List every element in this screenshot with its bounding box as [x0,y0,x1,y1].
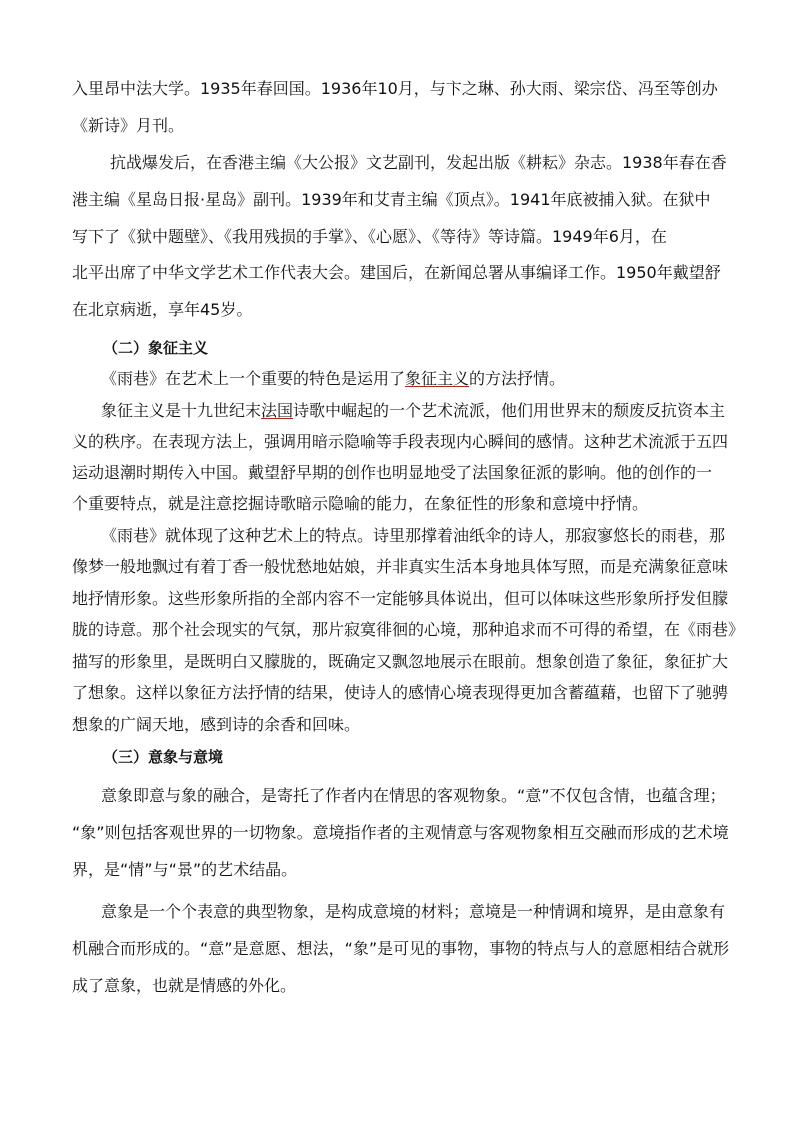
paragraph-line: 《新诗》月刊。 [72,116,185,135]
paragraph-line: “象”则包括客观世界的一切物象。意境指作者的主观情意与客观物象相互交融而形成的艺术境 [72,823,729,842]
paragraph-line: 了想象。这样以象征方法抒情的结果，使诗人的感情心境表现得更加含蓄蕴藉，也留下了驰骋 [72,683,729,702]
paragraph-line: 界，是“情”与“景”的艺术结晶。 [72,860,298,879]
paragraph-line: 入里昂中法大学。1935年春回国。1936年10月，与卞之琳、孙大雨、梁宗岱、冯至等创办 [72,79,718,98]
paragraph-line: 想象的广阔天地，感到诗的余香和回味。 [72,715,361,734]
line-text: 《雨巷》在艺术上一个重要的特色是运用了 [101,369,406,388]
paragraph-line: 意象是一个个表意的典型物象，是构成意境的材料；意境是一种情调和境界，是由意象有 [101,902,726,921]
paragraph-line: 个重要特点，就是注意挖掘诗歌暗示隐喻的能力，在象征性的形象和意境中抒情。 [72,494,649,513]
paragraph-line: 描写的形象里，是既明白又朦胧的，既确定又飘忽地展示在眼前。想象创造了象征，象征扩大 [72,652,729,671]
paragraph-line: 胧的诗意。那个社会现实的气氛，那片寂寞徘徊的心境，那种追求而不可得的希望，在《雨巷》 [72,620,745,639]
line-text: 诗歌中崛起的一个艺术流派，他们用世界末的颓废反抗资本主 [293,401,726,420]
paragraph-line: 机融合而形成的。“意”是意愿、想法，“象”是可见的事物，事物的特点与人的意愿相结合就形 [72,939,730,958]
paragraph-line: 在北京病逝，享年45岁。 [72,300,253,319]
paragraph-line: 地抒情形象。这些形象所指的全部内容不一定能够具体说出，但可以体味这些形象所抒发但朦 [72,589,729,608]
paragraph-line: 《雨巷》就体现了这种艺术上的特点。诗里那撑着油纸伞的诗人，那寂寥悠长的雨巷，那 [101,526,726,545]
paragraph-line: 像梦一般地飘过有着丁香一般忧愁地姑娘，并非真实生活本身地具体写照，而是充满象征意味 [72,557,729,576]
paragraph-line: 意象即意与象的融合，是寄托了作者内在情思的客观物象。“意”不仅包含情，也蕴含理； [101,786,726,805]
paragraph-line: 抗战爆发后，在香港主编《大公报》文艺副刊，发起出版《耕耘》杂志。1938年春在香 [110,153,727,172]
section-heading: （三）意象与意境 [103,748,224,766]
paragraph-line: 义的秩序。在表现方法上，强调用暗示隐喻等手段表现内心瞬间的感情。这种艺术流派于五四 [72,432,729,451]
paragraph-line: 运动退潮时期传入中国。戴望舒早期的创作也明显地受了法国象征派的影响。他的创作的一 [72,463,713,482]
section-heading: （二）象征主义 [103,339,209,357]
hyperlink-symbolism[interactable]: 象征主义 [405,369,470,388]
line-text: 的方法抒情。 [469,369,566,388]
line-text: 象征主义是十九世纪末 [101,401,262,420]
paragraph-line: 写下了《狱中题壁》、《我用残损的手掌》、《心愿》、《等待》等诗篇。1949年6月，在 [72,227,667,246]
paragraph-line: 北平出席了中华文学艺术工作代表大会。建国后，在新闻总署从事编译工作。1950年戴望舒 [72,263,721,282]
paragraph-line [101,368,565,390]
hyperlink-france[interactable]: 法国 [261,401,294,420]
paragraph-line: 港主编《星岛日报·星岛》副刊。1939年和艾青主编《顶点》。1941年底被捕入狱。在狱中 [72,190,711,209]
paragraph-line [101,400,725,422]
paragraph-line: 成了意象，也就是情感的外化。 [72,976,297,995]
